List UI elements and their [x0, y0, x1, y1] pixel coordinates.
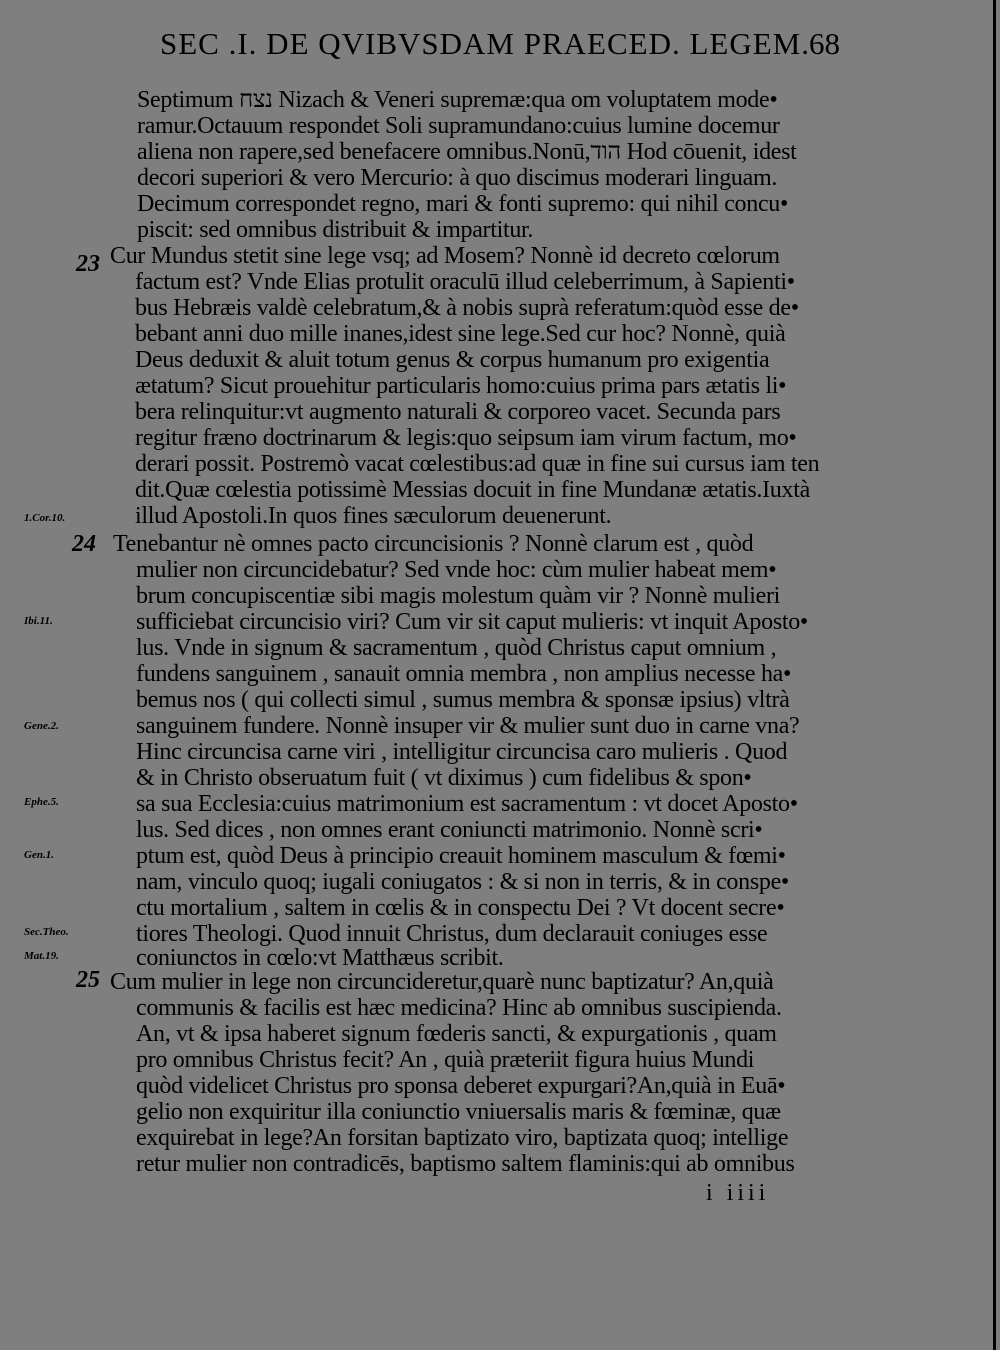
text-line: Septimum נצח Nizach & Veneri supremæ:qua om voluptatem mode•	[137, 87, 778, 113]
text-line: nam, vinculo quoq; iugali coniugatos : & si non in terris, & in conspe•	[136, 869, 790, 895]
text-line: Deus deduxit & aluit totum genus & corpus humanum pro exigentia	[135, 347, 770, 373]
text-line: brum concupiscentiæ sibi magis molestum quàm vir ? Nonnè mulieri	[136, 583, 781, 609]
margin-note: Gen.1.	[24, 849, 54, 861]
page-edge-rule	[993, 0, 996, 1350]
text-line: regitur fræno doctrinarum & legis:quo seipsum iam virum factum, mo•	[135, 425, 797, 451]
text-line: piscit: sed omnibus distribuit & impartitur.	[137, 217, 534, 243]
text-line: An, vt & ipsa haberet signum fœderis sancti, & expurgationis , quam	[136, 1021, 777, 1047]
text-line: retur mulier non contradicēs, baptismo saltem flaminis:qui ab omnibus	[136, 1151, 795, 1177]
margin-note: Gene.2.	[24, 720, 59, 732]
text-line: ætatum? Sicut prouehitur particularis homo:cuius prima pars ætatis li•	[135, 373, 787, 399]
text-line: Hinc circuncisa carne viri , intelligitur circuncisa caro mulieris . Quod	[136, 739, 788, 765]
text-line: ramur.Octauum respondet Soli supramundano:cuius lumine docemur	[137, 113, 780, 139]
margin-note: 1.Cor.10.	[24, 512, 66, 524]
text-line: Decimum correspondet regno, mari & fonti supremo: qui nihil concu•	[137, 191, 789, 217]
text-line: bus Hebræis valdè celebratum,& à nobis suprà referatum:quòd esse de•	[135, 295, 799, 321]
paragraph-number: 25	[76, 967, 100, 993]
text-line: decori superiori & vero Mercurio: à quo discimus moderari linguam.	[137, 165, 778, 191]
running-head: SEC .I. DE QVIBVSDAM PRAECED. LEGEM.	[160, 26, 810, 61]
page-number: 68	[809, 26, 840, 61]
margin-note: Ephe.5.	[24, 796, 59, 808]
text-line: quòd videlicet Christus pro sponsa deberet expurgari?An,quià in Euā•	[136, 1073, 786, 1099]
margin-note: Ibi.11.	[24, 615, 53, 627]
text-line: pro omnibus Christus fecit? An , quià præteriit figura huius Mundi	[136, 1047, 755, 1073]
text-line: fundens sanguinem , sanauit omnia membra , non amplius necesse ha•	[136, 661, 792, 687]
text-line: bebant anni duo mille inanes,idest sine lege.Sed cur hoc? Nonnè, quià	[135, 321, 786, 347]
text-line: aliena non rapere,sed benefacere omnibus.Nonū,הוד Hod cōuenit, idest	[137, 139, 797, 165]
text-line: gelio non exquiritur illa coniunctio vniuersalis maris & fœminæ, quæ	[136, 1099, 781, 1125]
paragraph-number: 23	[76, 251, 100, 277]
text-line: Tenebantur nè omnes pacto circuncisionis ? Nonnè clarum est , quòd	[113, 531, 754, 557]
text-line: derari possit. Postremò vacat cœlestibus:ad quæ in fine sui cursus iam ten	[135, 451, 820, 477]
signature-mark: i iiii	[706, 1180, 770, 1206]
text-line: tiores Theologi. Quod innuit Christus, dum declarauit coniuges esse	[136, 921, 768, 947]
text-line: bemus nos ( qui collecti simul , sumus membra & sponsæ ipsius) vltrà	[136, 687, 790, 713]
text-line: sufficiebat circuncisio viri? Cum vir sit caput mulieris: vt inquit Aposto•	[136, 609, 809, 635]
text-line: coniunctos in cœlo:vt Matthæus scribit.	[136, 945, 504, 971]
margin-note: Mat.19.	[24, 950, 59, 962]
text-line: communis & facilis est hæc medicina? Hinc ab omnibus suscipienda.	[136, 995, 782, 1021]
text-line: & in Christo obseruatum fuit ( vt diximus ) cum fidelibus & spon•	[136, 765, 752, 791]
paragraph-number: 24	[72, 531, 96, 557]
text-line: factum est? Vnde Elias protulit oraculū illud celeberrimum, à Sapienti•	[135, 269, 795, 295]
text-line: ctu mortalium , saltem in cœlis & in conspectu Dei ? Vt docent secre•	[136, 895, 785, 921]
page-header	[160, 26, 840, 70]
text-line: bera relinquitur:vt augmento naturali & corporeo vacet. Secunda pars	[135, 399, 781, 425]
text-line: lus. Sed dices , non omnes erant coniuncti matrimonio. Nonnè scri•	[136, 817, 763, 843]
text-line: sa sua Ecclesia:cuius matrimonium est sacramentum : vt docet Aposto•	[136, 791, 798, 817]
text-line: mulier non circuncidebatur? Sed vnde hoc: cùm mulier habeat mem•	[136, 557, 777, 583]
text-line: ptum est, quòd Deus à principio creauit hominem masculum & fœmi•	[136, 843, 786, 869]
text-line: lus. Vnde in signum & sacramentum , quòd Christus caput omnium ,	[136, 635, 777, 661]
margin-note: Sec.Theo.	[24, 926, 69, 938]
text-line: Cur Mundus stetit sine lege vsq; ad Mosem? Nonnè id decreto cœlorum	[110, 243, 780, 269]
text-line: exquirebat in lege?An forsitan baptizato viro, baptizata quoq; intellige	[136, 1125, 789, 1151]
text-line: Cum mulier in lege non circuncideretur,quarè nunc baptizatur? An,quià	[110, 969, 774, 995]
text-line: dit.Quæ cœlestia potissimè Messias docuit in fine Mundanæ ætatis.Iuxtà	[135, 477, 810, 503]
text-line: illud Apostoli.In quos fines sæculorum deuenerunt.	[135, 503, 612, 529]
text-line: sanguinem fundere. Nonnè insuper vir & mulier sunt duo in carne vna?	[136, 713, 800, 739]
